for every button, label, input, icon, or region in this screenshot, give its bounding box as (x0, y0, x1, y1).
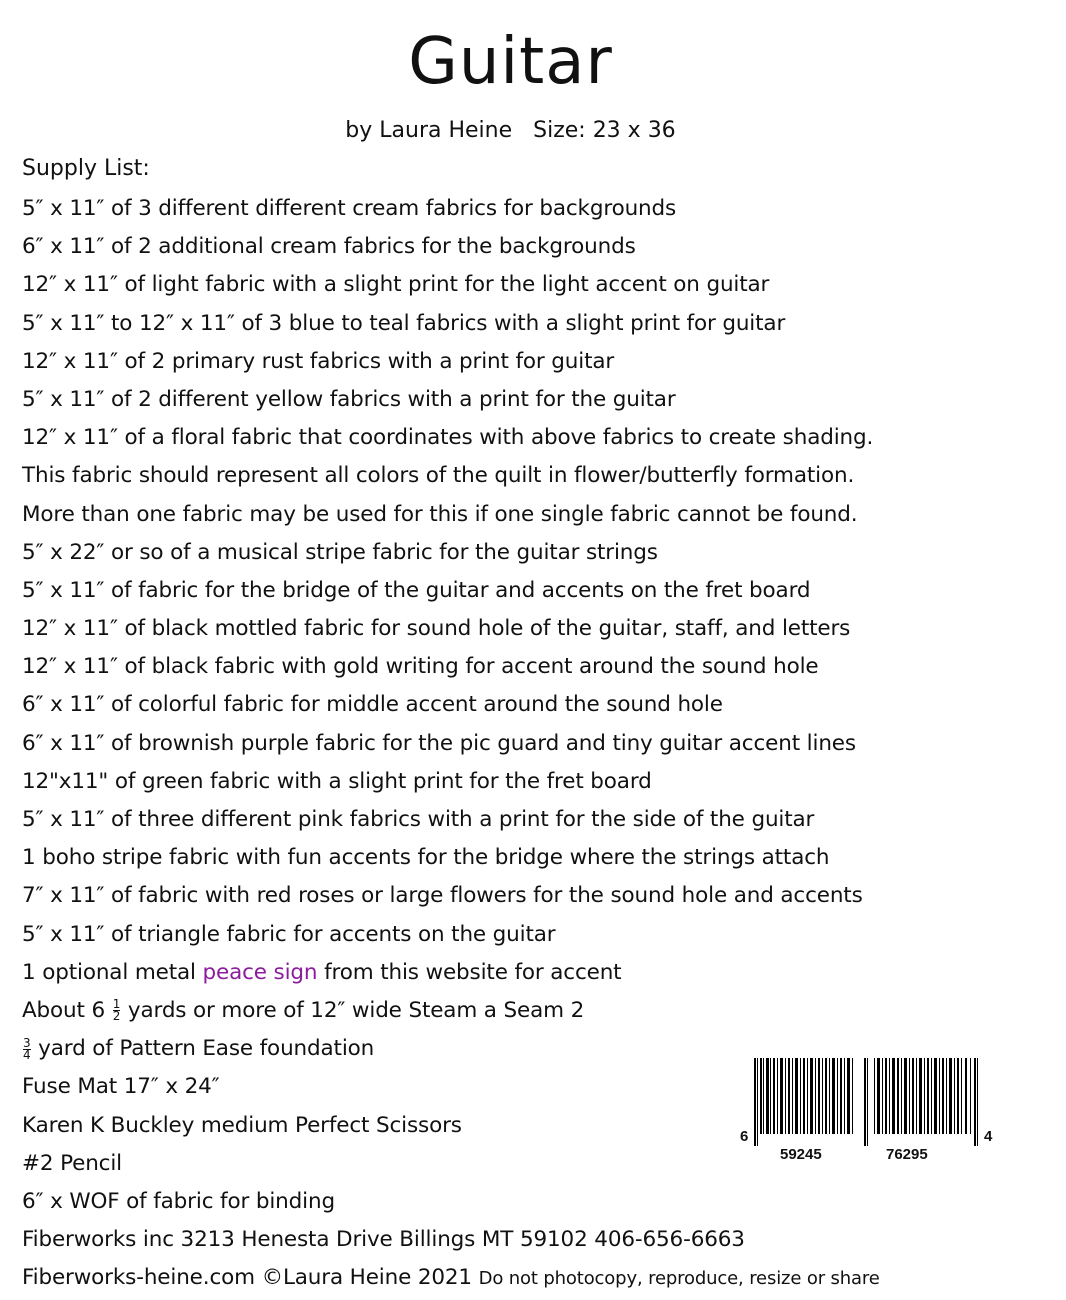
barcode-bar (927, 1058, 929, 1134)
barcode-bar (837, 1058, 838, 1134)
supply-item: This fabric should represent all colors of the quilt in flower/butterfly formation. (22, 463, 855, 489)
peace-text-before: 1 optional metal (22, 959, 203, 985)
barcode-bar (770, 1058, 771, 1134)
barcode-bars (754, 1058, 980, 1146)
steam-text-after: yards or more of 12″ wide Steam a Seam 2 (121, 997, 585, 1023)
barcode-bar (961, 1058, 962, 1134)
barcode-bar (825, 1058, 827, 1134)
barcode-bar (780, 1058, 783, 1134)
barcode-right-group: 76295 (886, 1146, 928, 1163)
barcode-bar (924, 1058, 925, 1134)
barcode-bar (889, 1058, 890, 1134)
barcode-bar (818, 1058, 820, 1134)
barcode-bar (965, 1058, 967, 1134)
supply-item-steam-a-seam (22, 992, 880, 1030)
barcode-bar (792, 1058, 793, 1134)
barcode-bar (939, 1058, 940, 1134)
footer-copyright: Fiberworks-heine.com ©Laura Heine 2021 (22, 1265, 479, 1291)
barcode-bar (874, 1058, 875, 1134)
barcode-bar (901, 1058, 902, 1134)
three-quarter-fraction (23, 1035, 31, 1062)
barcode-bar (864, 1058, 866, 1146)
barcode-last-digit: 4 (984, 1128, 993, 1145)
barcode-bar (946, 1058, 947, 1134)
barcode-bar (852, 1058, 853, 1134)
pattern-text-after: yard of Pattern Ease foundation (31, 1036, 375, 1062)
peace-text-after: from this website for accent (317, 959, 622, 985)
barcode-bar (844, 1058, 845, 1134)
fraction-denominator: 4 (23, 1047, 31, 1062)
supply-item: 12″ x 11″ of a floral fabric that coordinates with above fabrics to create shading. (22, 425, 874, 451)
barcode-bar (803, 1058, 805, 1134)
barcode-bar (822, 1058, 823, 1134)
barcode-bar (904, 1058, 907, 1134)
supply-item: 5″ x 11″ of 2 different yellow fabrics with a print for the guitar (22, 386, 676, 412)
barcode-bar (919, 1058, 922, 1134)
footer-notice: Do not photocopy, reproduce, resize or share (478, 1268, 880, 1290)
barcode-bar (815, 1058, 816, 1134)
barcode-bar (867, 1058, 868, 1146)
barcode-bar (885, 1058, 887, 1134)
barcode-bar (829, 1058, 830, 1134)
supply-item: 6″ x 11″ of colorful fabric for middle accent around the sound hole (22, 692, 723, 718)
barcode-bar (954, 1058, 955, 1134)
fraction-numerator: 1 (112, 997, 121, 1012)
barcode-bar (832, 1058, 835, 1134)
barcode-bar (763, 1058, 764, 1134)
barcode-bar (942, 1058, 944, 1134)
barcode-first-digit: 6 (740, 1128, 749, 1145)
supply-item: 5″ x 11″ of three different pink fabrics with a print for the side of the guitar (22, 807, 815, 832)
barcode-bar (847, 1058, 850, 1134)
fraction-numerator: 3 (23, 1035, 31, 1050)
barcode (740, 1052, 996, 1168)
barcode-bar (934, 1058, 937, 1134)
barcode-bar (977, 1058, 978, 1146)
fraction-denominator: 2 (112, 1009, 121, 1024)
barcode-bar (810, 1058, 813, 1134)
supply-item: 1 boho stripe fabric with fun accents for the bridge where the strings attach (22, 845, 830, 871)
contact-line: Fiberworks inc 3213 Henesta Drive Billings MT 59102 406-656-6663 (22, 1227, 745, 1253)
barcode-bar (974, 1058, 976, 1146)
supply-item: 6″ x 11″ of brownish purple fabric for the pic guard and tiny guitar accent lines (22, 730, 856, 756)
byline: by Laura Heine Size: 23 x 36 (345, 118, 676, 143)
barcode-bar (760, 1058, 762, 1134)
steam-text-before: About 6 (22, 997, 112, 1023)
supply-item: 12″ x 11″ of black mottled fabric for sound hole of the guitar, staff, and letters (22, 616, 851, 642)
peace-sign-link[interactable]: peace sign (202, 959, 318, 985)
barcode-bar (777, 1058, 778, 1134)
supply-item: 6″ x 11″ of 2 additional cream fabrics for the backgrounds (22, 234, 636, 260)
supply-item-peace-sign (22, 954, 880, 992)
supply-item: 12″ x 11″ of 2 primary rust fabrics with a print for guitar (22, 348, 615, 374)
supply-item: 5″ x 11″ to 12″ x 11″ of 3 blue to teal fabrics with a slight print for guitar (22, 310, 786, 336)
supply-item: More than one fabric may be used for this if one single fabric cannot be found. (22, 501, 858, 527)
barcode-bar (916, 1058, 917, 1134)
barcode-bar (949, 1058, 952, 1134)
barcode-bar (840, 1058, 842, 1134)
page-title: Guitar (408, 25, 613, 99)
half-fraction (113, 999, 121, 1022)
barcode-bar (754, 1058, 756, 1146)
barcode-bar (757, 1058, 758, 1146)
barcode-bar (800, 1058, 801, 1134)
barcode-bar (909, 1058, 910, 1134)
supply-item: 7″ x 11″ of fabric with red roses or large flowers for the sound hole and accents (22, 883, 863, 909)
barcode-bar (897, 1058, 899, 1134)
supply-item: 5″ x 11″ of 3 different different cream fabrics for backgrounds (22, 196, 677, 221)
footer-line (22, 1259, 880, 1297)
supply-item: 5″ x 11″ of fabric for the bridge of the guitar and accents on the fret board (22, 577, 811, 603)
barcode-bar (773, 1058, 775, 1134)
supply-item: #2 Pencil (22, 1150, 122, 1176)
barcode-bar (877, 1058, 880, 1134)
barcode-bar (970, 1058, 971, 1134)
barcode-bar (912, 1058, 914, 1134)
supply-item: Karen K Buckley medium Perfect Scissors (22, 1112, 462, 1138)
supply-item: 6″ x WOF of fabric for binding (22, 1188, 335, 1214)
barcode-bar (882, 1058, 883, 1134)
barcode-bar (957, 1058, 959, 1134)
supply-item: 5″ x 22″ or so of a musical stripe fabric for the guitar strings (22, 539, 658, 565)
barcode-bar (766, 1058, 769, 1134)
supply-item: Fuse Mat 17″ x 24″ (22, 1074, 220, 1100)
supply-item: 12″ x 11″ of black fabric with gold writing for accent around the sound hole (22, 654, 819, 680)
barcode-bar (931, 1058, 932, 1134)
supply-item: 12″ x 11″ of light fabric with a slight print for the light accent on guitar (22, 272, 770, 298)
supply-item: 12"x11" of green fabric with a slight print for the fret board (22, 768, 652, 794)
barcode-bar (807, 1058, 808, 1134)
barcode-bar (892, 1058, 895, 1134)
supply-list-heading: Supply List: (22, 156, 150, 181)
barcode-bar (795, 1058, 798, 1134)
barcode-bar (785, 1058, 786, 1134)
supply-item: 5″ x 11″ of triangle fabric for accents on the guitar (22, 921, 556, 947)
barcode-bar (788, 1058, 790, 1134)
barcode-left-group: 59245 (780, 1146, 822, 1163)
